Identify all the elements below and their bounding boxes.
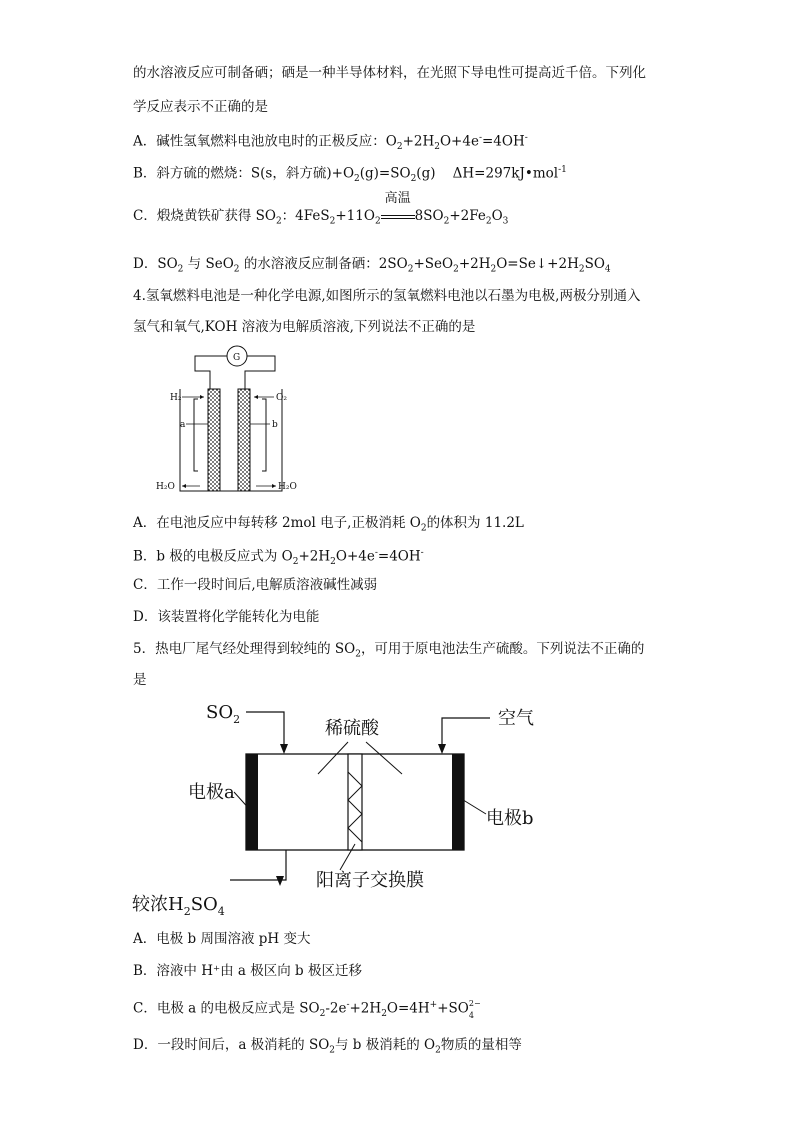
q3-c-condition: 高温	[384, 191, 411, 206]
o2-inlet-label: O₂	[276, 393, 287, 403]
q3-option-b: B．斜方硫的燃烧：S(s，斜方硫)$+O_2(g)=SO_2(g)$ ΔH=297kJ•mol$^{-1}$	[133, 165, 567, 185]
h2o-outlet-right-label: H₂O	[278, 482, 297, 492]
so2-cell-diagram	[130, 694, 550, 919]
wire-left	[195, 356, 227, 391]
q4-option-c: C．工作一段时间后,电解质溶液碱性减弱	[133, 577, 378, 593]
acid-label: 稀硫酸	[325, 718, 379, 739]
q5-option-c: C．电极 a 的电极反应式是 $SO_2-2e^-+2H_2O=4H^++SO$ 2− 4	[133, 998, 481, 1020]
wire-right	[245, 356, 275, 391]
so2-inlet-label: $SO_2$	[206, 702, 241, 726]
electrode-a	[208, 389, 220, 491]
q3-intro-line1: 的水溶液反应可制备硒；硒是一种半导体材料，在光照下导电性可提高近千倍。下列化	[133, 65, 646, 81]
q4-stem-line2: 氢气和氧气,KOH 溶液为电解质溶液,下列说法不正确的是	[133, 319, 476, 335]
air-inlet-label: 空气	[498, 708, 534, 729]
electrode-b	[452, 754, 464, 850]
cell-container	[180, 389, 282, 491]
q4-option-d: D．该装置将化学能转化为电能	[133, 609, 320, 625]
galvanometer-label: G	[233, 353, 241, 363]
electrode-a-label: 电极a	[188, 782, 235, 803]
membrane-label: 阳离子交换膜	[316, 870, 424, 891]
q5-stem-line1: 5．热电厂尾气经处理得到较纯的 $SO_2$，可用于原电池法生产硫酸。下列说法不正确的	[133, 641, 645, 660]
q5-option-d: D．一段时间后，a 极消耗的 $SO_2$与 b 极消耗的 $O_2$物质的量相等	[133, 1037, 522, 1056]
h2-inlet-label: H₂	[170, 393, 182, 403]
electrode-b-label: 电极b	[486, 808, 534, 829]
q3-intro-line2: 学反应表示不正确的是	[133, 99, 268, 115]
h2o-outlet-left-label: H₂O	[156, 482, 175, 492]
q5-option-a: A．电极 b 周围溶液 pH 变大	[133, 931, 311, 947]
electrode-a	[246, 754, 258, 850]
product-outlet-label: 较浓$H_2SO_4$	[132, 894, 225, 918]
q5-option-b: B．溶液中 H⁺由 a 极区向 b 极区迁移	[133, 963, 362, 979]
q4-option-b: B．b 极的电极反应式为 $O_2+2H_2O+4e^-=4OH^-$	[133, 548, 424, 568]
q4-option-a: A．在电池反应中每转移 2mol 电子,正极消耗 $O_2$的体积为 11.2L	[133, 515, 524, 534]
electrode-b	[238, 389, 250, 491]
q3-option-a: A．碱性氢氧燃料电池放电时的正极反应：$O_2+2H_2O+4e^-=4OH^-$	[133, 133, 528, 153]
q3-option-d: D．$SO_2$ 与 SeO$_2$ 的水溶液反应制备硒：$2SO_2+SeO_2+2H_2O=Se↓+2H_2SO_4$	[133, 256, 611, 275]
q3-option-c: C．煅烧黄铁矿获得 $SO_2$：$4FeS_2+11O_2$ 高温 $8SO_2+2Fe_2O_3$	[133, 191, 509, 227]
electrode-b-label: b	[272, 420, 278, 430]
q5-stem-line2: 是	[133, 672, 147, 688]
q4-stem-line1: 4.氢氧燃料电池是一种化学电源,如图所示的氢氧燃料电池以石墨为电极,两极分别通入	[133, 288, 641, 304]
fuel-cell-diagram	[150, 343, 310, 495]
electrode-a-label: a	[180, 420, 186, 430]
